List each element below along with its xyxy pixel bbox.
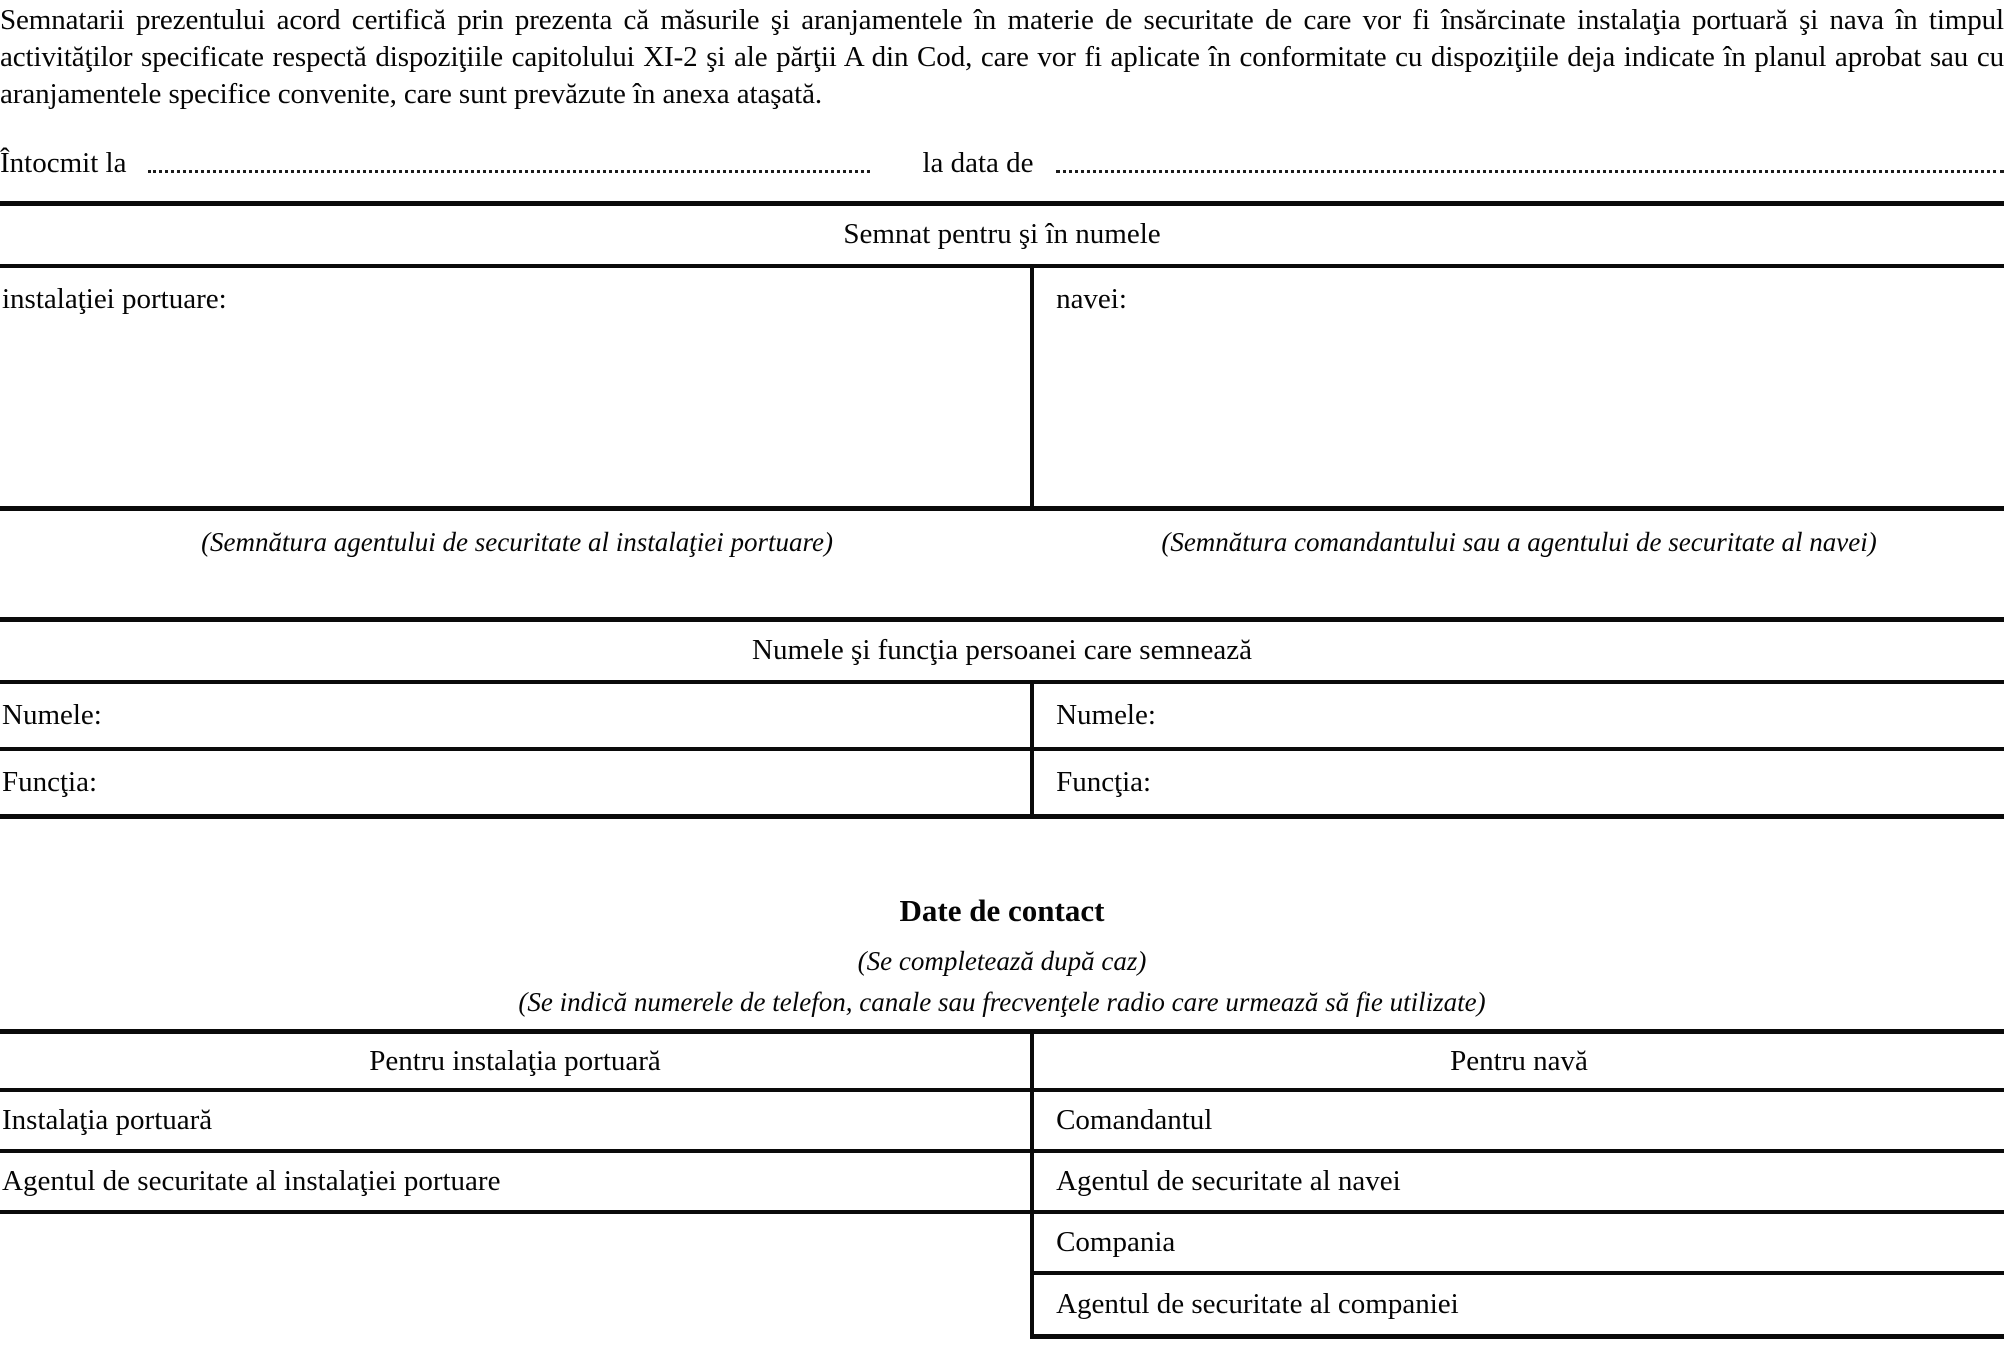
- intro-paragraph: Semnatarii prezentului acord certifică prin prezenta că măsurile şi aranjamentele în materie de securitate de care vor fi însărcinate instalaţia portuară şi nava în timpul activităţilor specificate respectă dispoziţiile capitolului XI-2 şi ale părţii A din Cod, care vor fi aplicate în conformitate cu dispoziţiile deja indicate în planul aprobat sau cu aranjamentele specifice convenite, care sunt prevăzute în anexa ataşată.: [0, 4, 2004, 110]
- name-label: Numele:: [2, 699, 102, 731]
- name-cell-port-facility: [0, 684, 1034, 747]
- contact-column-ship: [1034, 1034, 2004, 1339]
- name-cell-ship: [1034, 684, 2004, 747]
- issued-row: [0, 145, 2004, 179]
- name-label: Numele:: [1056, 699, 1156, 731]
- table-row: [0, 1092, 1030, 1153]
- contact-row-label: Instalaţia portuară: [2, 1104, 213, 1136]
- contact-note-fill-as-appropriate: (Se completează după caz): [857, 946, 1147, 976]
- contact-row-label: Agentul de securitate al companiei: [1056, 1288, 1459, 1320]
- issued-at-fill-line: [148, 160, 870, 173]
- contact-row-label: Agentul de securitate al navei: [1056, 1165, 1401, 1197]
- table-row: [0, 1153, 1030, 1214]
- table-row: [1034, 1275, 2004, 1339]
- name-function-table-header: Numele şi funcţia persoanei care semnează: [0, 622, 2004, 684]
- contact-column-port-facility: [0, 1034, 1034, 1339]
- ship-signature-cell: [1034, 268, 2004, 506]
- table-row: [0, 751, 2004, 814]
- issued-date-fill-line: [1056, 160, 2004, 173]
- issued-at-label: Întocmit la: [0, 147, 127, 179]
- contact-row-label: Agentul de securitate al instalaţiei portuare: [2, 1165, 501, 1197]
- contact-row-label: Compania: [1056, 1226, 1176, 1258]
- contact-header-ship: Pentru navă: [1034, 1034, 2004, 1092]
- ship-label: navei:: [1056, 283, 1127, 315]
- table-row: [1034, 1153, 2004, 1214]
- port-facility-signature-cell: [0, 268, 1034, 506]
- contact-table: [0, 1029, 2004, 1339]
- function-cell-port-facility: [0, 751, 1034, 814]
- ship-signature-caption: (Semnătura comandantului sau a agentului de securitate al navei): [1161, 527, 1877, 557]
- contact-note-phone-radio: (Se indică numerele de telefon, canale sau frecvenţele radio care urmează să fie utilizate): [518, 987, 1486, 1017]
- table-row: [0, 684, 2004, 751]
- name-function-table: [0, 617, 2004, 819]
- issued-date-label: la data de: [922, 147, 1034, 179]
- function-label: Funcţia:: [1056, 766, 1152, 798]
- contact-header-port-facility: Pentru instalaţia portuară: [0, 1034, 1030, 1092]
- signature-captions: [0, 525, 2004, 559]
- table-row: [1034, 1214, 2004, 1275]
- table-row: [1034, 1092, 2004, 1153]
- signature-cells: [0, 268, 2004, 511]
- port-facility-signature-caption: (Semnătura agentului de securitate al instalaţiei portuare): [201, 527, 833, 557]
- signed-for-table: [0, 201, 2004, 511]
- signed-for-table-header: Semnat pentru şi în numele: [0, 206, 2004, 268]
- function-cell-ship: [1034, 751, 2004, 814]
- function-label: Funcţia:: [2, 766, 98, 798]
- contact-row-label: Comandantul: [1056, 1104, 1213, 1136]
- port-facility-label: instalaţiei portuare:: [2, 283, 227, 315]
- contact-section-title: Date de contact: [899, 893, 1105, 928]
